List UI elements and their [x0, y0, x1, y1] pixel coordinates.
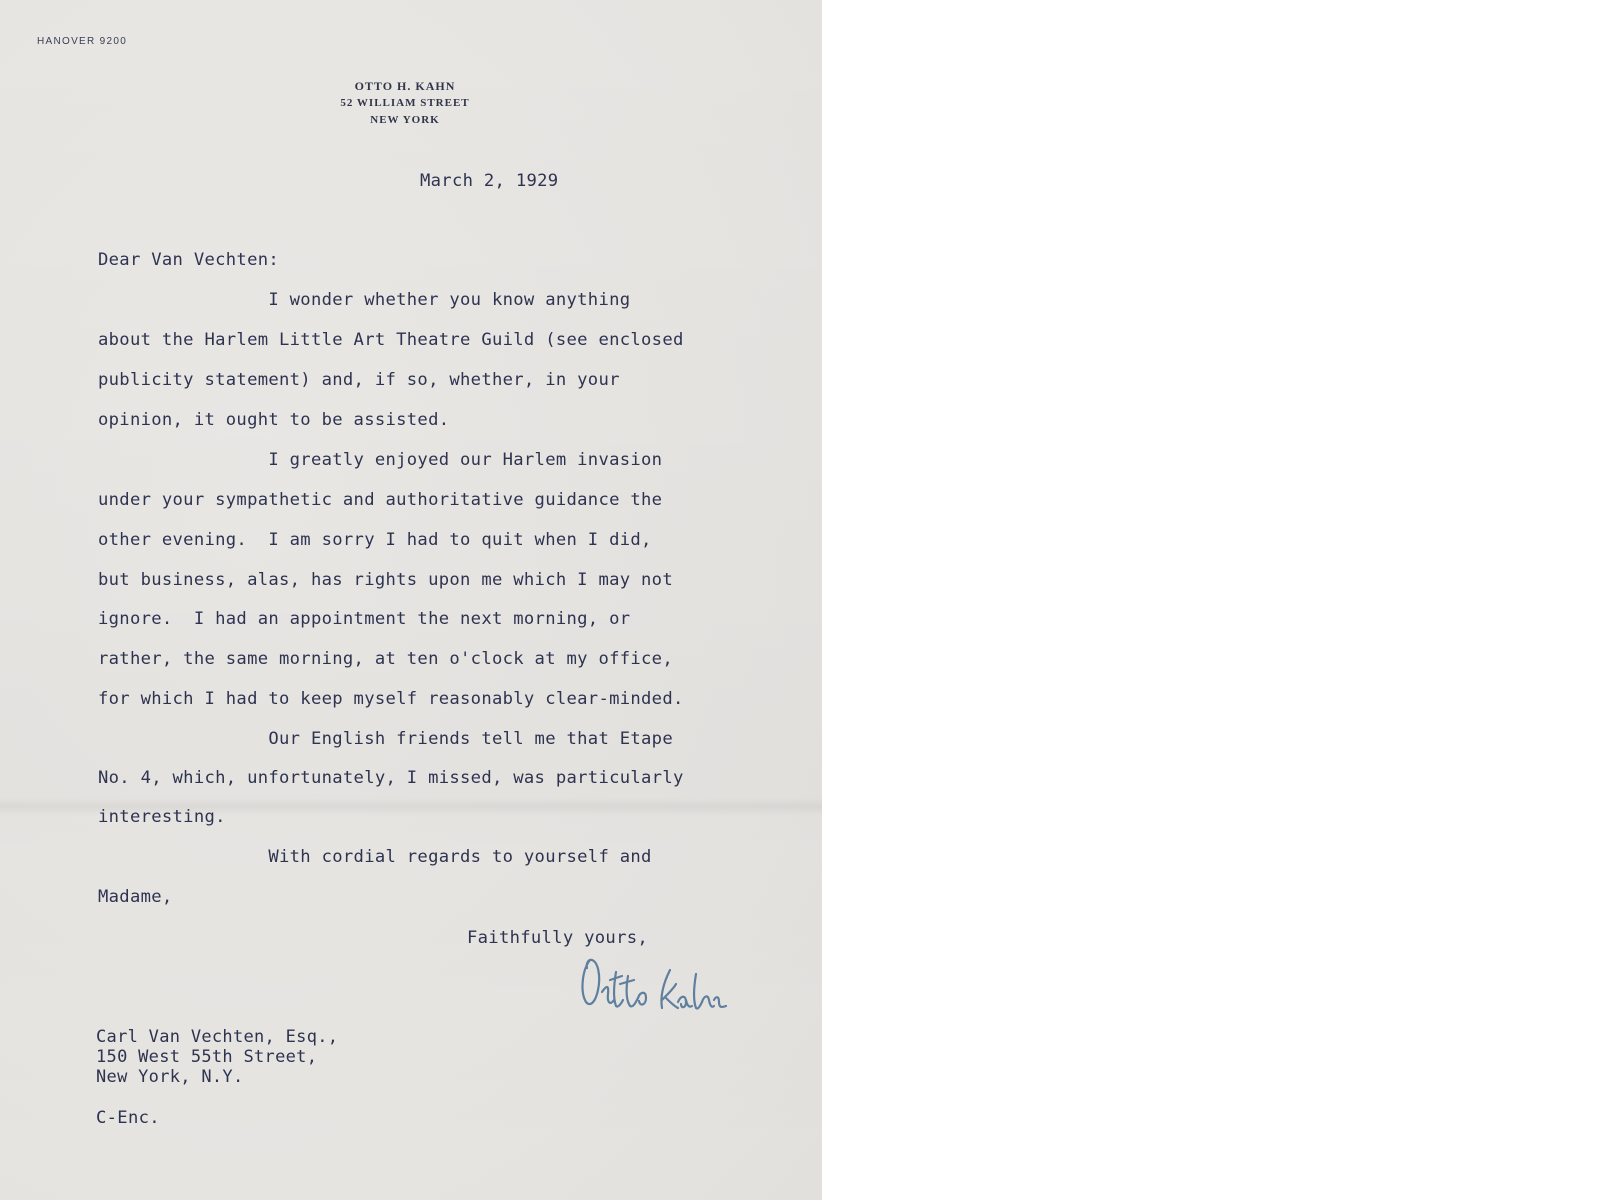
body-line: about the Harlem Little Art Theatre Guild (see enclosed [98, 330, 684, 350]
letterhead-phone: HANOVER 9200 [37, 36, 128, 47]
body-line: interesting. [98, 807, 226, 827]
body-line: ignore. I had an appointment the next morning, or [98, 609, 631, 629]
addressee-line-2: 150 West 55th Street, [96, 1047, 318, 1067]
body-line: Our English friends tell me that Etape [98, 729, 673, 749]
addressee-line-1: Carl Van Vechten, Esq., [96, 1027, 339, 1047]
signature-image [578, 950, 748, 1040]
letter-date: March 2, 1929 [420, 171, 559, 191]
body-line: I greatly enjoyed our Harlem invasion [98, 450, 663, 470]
body-line: for which I had to keep myself reasonably clear-minded. [98, 689, 684, 709]
blank-area [822, 0, 1600, 1200]
body-line: other evening. I am sorry I had to quit when I did, [98, 530, 652, 550]
body-line: No. 4, which, unfortunately, I missed, was particularly [98, 768, 684, 788]
body-line: rather, the same morning, at ten o'clock at my office, [98, 649, 673, 669]
enclosure-note: C-Enc. [96, 1108, 160, 1128]
body-line: opinion, it ought to be assisted. [98, 410, 450, 430]
body-line: publicity statement) and, if so, whether, in your [98, 370, 620, 390]
body-line: I wonder whether you know anything [98, 290, 631, 310]
salutation: Dear Van Vechten: [98, 250, 280, 270]
letterhead-name: OTTO H. KAHN [354, 79, 456, 93]
body-line: under your sympathetic and authoritative guidance the [98, 490, 663, 510]
body-line: Madame, [98, 887, 173, 907]
letterhead-street: 52 WILLIAM STREET [340, 97, 470, 109]
addressee-line-3: New York, N.Y. [96, 1067, 244, 1087]
body-line: With cordial regards to yourself and [98, 847, 652, 867]
body-line: but business, alas, has rights upon me which I may not [98, 570, 673, 590]
closing: Faithfully yours, [467, 928, 649, 948]
letterhead-city: NEW YORK [370, 114, 440, 126]
